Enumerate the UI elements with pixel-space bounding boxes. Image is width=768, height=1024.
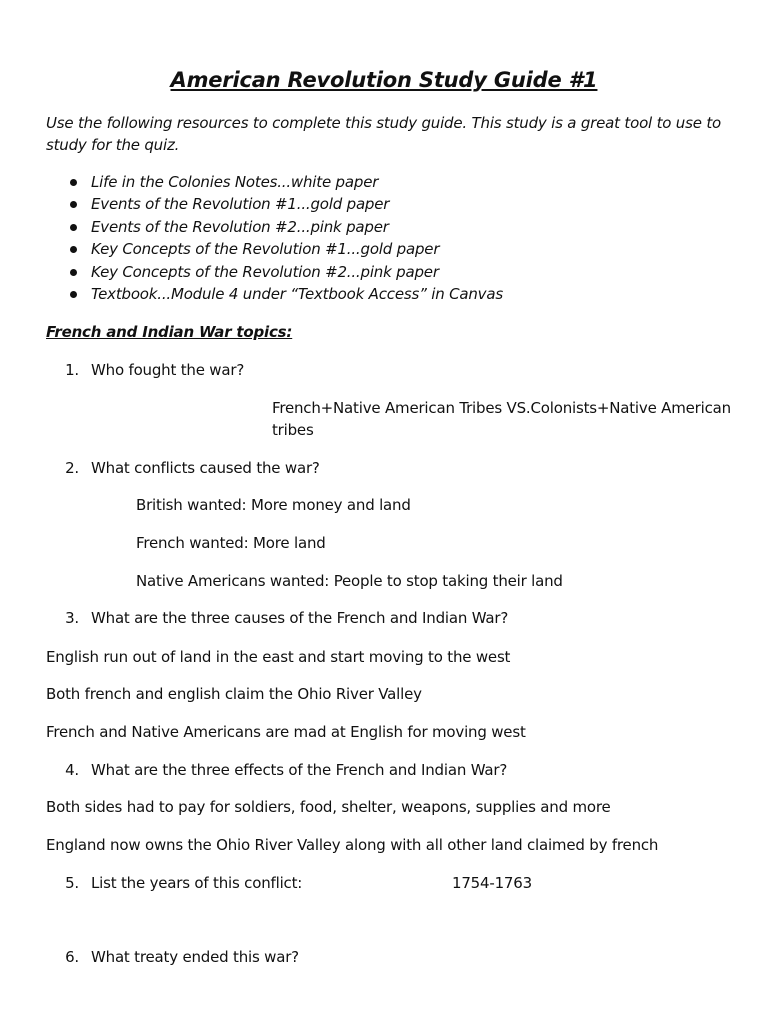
- list-item: [0, 216, 768, 238]
- page-title: American Revolution Study Guide #1: [170, 68, 598, 92]
- bullet-icon: [70, 201, 77, 208]
- bullet-icon: [70, 291, 77, 298]
- resource-label: Key Concepts of the Revolution #2...pink paper: [91, 262, 439, 281]
- list-item: [0, 261, 768, 283]
- answer-text: tribes: [272, 421, 314, 439]
- question-number: 1.: [65, 361, 79, 379]
- resource-label: Key Concepts of the Revolution #1...gold paper: [91, 240, 440, 259]
- question-number: 4.: [65, 761, 79, 779]
- answer-text: 1754-1763: [452, 874, 532, 892]
- question-number: 5.: [65, 874, 79, 892]
- answer-text: French+Native American Tribes VS.Colonists+Native American: [272, 399, 731, 417]
- question-text: What conflicts caused the war?: [91, 459, 320, 477]
- question-number: 6.: [65, 948, 79, 966]
- answer-text: French and Native Americans are mad at English for moving west: [46, 723, 526, 741]
- list-item: [0, 171, 768, 193]
- answer-text: Native Americans wanted: People to stop taking their land: [136, 572, 563, 590]
- intro-paragraph: Use the following resources to complete this study guide. This study is a great tool to use to study for the quiz.: [46, 114, 721, 154]
- question-text: List the years of this conflict:: [91, 874, 303, 892]
- resource-list: [0, 171, 768, 305]
- bullet-icon: [70, 246, 77, 253]
- resource-label: Events of the Revolution #2...pink paper: [91, 217, 389, 236]
- question-number: 3.: [65, 609, 79, 627]
- question-text: What are the three effects of the French and Indian War?: [91, 761, 508, 779]
- bullet-icon: [70, 179, 77, 186]
- section-heading: French and Indian War topics:: [46, 323, 293, 341]
- list-item: [0, 193, 768, 215]
- answer-text: English run out of land in the east and start moving to the west: [46, 648, 511, 666]
- bullet-icon: [70, 269, 77, 276]
- question-text: Who fought the war?: [91, 361, 245, 379]
- answer-text: England now owns the Ohio River Valley along with all other land claimed by french: [46, 836, 659, 854]
- question-text: What treaty ended this war?: [91, 948, 299, 966]
- answer-text: British wanted: More money and land: [136, 496, 411, 514]
- list-item: [0, 283, 768, 305]
- answer-text: French wanted: More land: [136, 534, 326, 552]
- question-number: 2.: [65, 459, 79, 477]
- list-item: [0, 238, 768, 260]
- answer-text: Both french and english claim the Ohio River Valley: [46, 685, 422, 703]
- question-text: What are the three causes of the French and Indian War?: [91, 609, 509, 627]
- resource-label: Life in the Colonies Notes...white paper: [91, 173, 379, 191]
- resource-label: Events of the Revolution #1...gold paper: [91, 195, 390, 214]
- bullet-icon: [70, 224, 77, 231]
- answer-text: Both sides had to pay for soldiers, food, shelter, weapons, supplies and more: [46, 798, 611, 816]
- resource-label: Textbook...Module 4 under “Textbook Access” in Canvas: [91, 284, 503, 303]
